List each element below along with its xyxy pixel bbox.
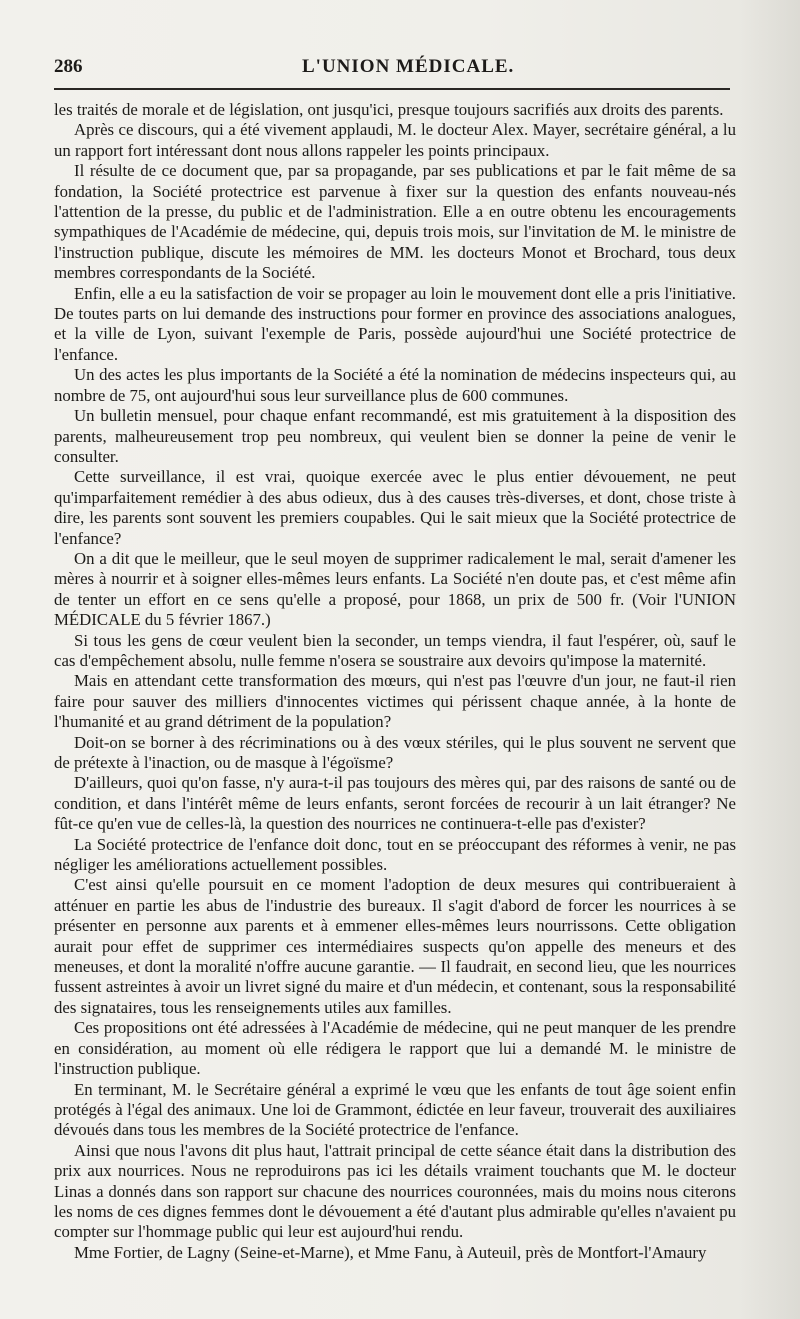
page-edge-shadow xyxy=(740,0,800,1319)
paragraph: Doit-on se borner à des récriminations ou à des vœux stériles, qui le plus souvent ne servent que de prétexte à l'inaction, ou de masque à l'égoïsme? xyxy=(54,732,736,772)
paragraph: les traités de morale et de législation, ont jusqu'ici, presque toujours sacrifiés aux droits des parents. xyxy=(54,100,724,119)
paragraph: Enfin, elle a eu la satisfaction de voir se propager au loin le mouvement dont elle a pris l'initiative. De toutes parts on lui demande des instructions pour former en province des associations analogues, et la ville de Lyon, suivant l'exemple de Paris, possède aujourd'hui une Société protectrice de l'enfance. xyxy=(54,283,736,364)
page-number: 286 xyxy=(54,56,83,77)
paragraph: Cette surveillance, il est vrai, quoique exercée avec le plus entier dévouement, ne peut qu'imparfaitement remédier à des abus odieux, dus à des causes très-diverses, et dont, chose triste à dire, les parents sont souvent les premiers coupables. Qui le sait mieux que la Société protectrice de l'enfance? xyxy=(54,467,736,548)
paragraph: On a dit que le meilleur, que le seul moyen de supprimer radicalement le mal, serait d'amener les mères à nourrir et à soigner elles-mêmes leurs enfants. La Société n'en doute pas, et c'est même afin de tenter un effort en ce sens qu'elle a proposé, pour 1868, un prix de 500 fr. (Voir l'UNION MÉDICALE du 5 février 1867.) xyxy=(54,548,736,630)
paragraph: En terminant, M. le Secrétaire général a exprimé le vœu que les enfants de tout âge soient enfin protégés à l'égal des animaux. Une loi de Grammont, édictée en leur faveur, trouverait des auxiliaires dévoués dans tous les membres de la Société protectrice de l'enfance. xyxy=(54,1079,736,1140)
paragraph: Après ce discours, qui a été vivement applaudi, M. le docteur Alex. Mayer, secrétaire général, a lu un rapport fort intéressant dont nous allons rappeler les points principaux. xyxy=(54,120,736,160)
paragraph: Un des actes les plus importants de la Société a été la nomination de médecins inspecteurs qui, au nombre de 75, ont aujourd'hui sous leur surveillance plus de 600 communes. xyxy=(54,365,736,405)
paragraph: Ces propositions ont été adressées à l'Académie de médecine, qui ne peut manquer de les prendre en considération, au moment où elle rédigera le rapport que lui a demandé M. le ministre de l'instruction publique. xyxy=(54,1018,736,1079)
page-header xyxy=(54,56,730,84)
paragraph: Un bulletin mensuel, pour chaque enfant recommandé, est mis gratuitement à la disposition des parents, malheureusement trop peu nombreux, qui veulent bien se donner la peine de venir le consulter. xyxy=(54,406,736,466)
running-title: L'UNION MÉDICALE. xyxy=(302,56,515,77)
paragraph: Si tous les gens de cœur veulent bien la seconder, un temps viendra, il faut l'espérer, où, sauf le cas d'empêchement absolu, nulle femme n'osera se soustraire aux devoirs qu'impose la maternité. xyxy=(54,630,736,670)
body-text xyxy=(54,100,736,1263)
paragraph: Mme Fortier, de Lagny (Seine-et-Marne), et Mme Fanu, à Auteuil, près de Montfort-l'Amaury xyxy=(74,1242,707,1262)
header-rule xyxy=(54,88,730,90)
paragraph: Mais en attendant cette transformation des mœurs, qui n'est pas l'œuvre d'un jour, ne faut-il rien faire pour sauver des milliers d'innocentes victimes qui périssent chaque année, à la honte de l'humanité et au grand détriment de la population? xyxy=(54,671,736,732)
paragraph: Il résulte de ce document que, par sa propagande, par ses publications et par le fait même de sa fondation, la Société protectrice est parvenue à fixer sur la question des enfants nouveau-nés l'attention de la presse, du public et de l'administration. Elle a en outre obtenu les encouragements sympathiques de l'Académie de médecine, qui, depuis trois mois, sur l'invitation de M. le ministre de l'instruction publique, discute les mémoires de MM. les docteurs Monot et Brochard, tous deux membres correspondants de la Société. xyxy=(54,161,736,283)
paragraph: La Société protectrice de l'enfance doit donc, tout en se préoccupant des réformes à venir, ne pas négliger les améliorations actuellement possibles. xyxy=(54,834,736,875)
paragraph: C'est ainsi qu'elle poursuit en ce moment l'adoption de deux mesures qui contribueraient à atténuer en partie les abus de l'industrie des bureaux. Il s'agit d'abord de forcer les nourrices à se présenter en personne aux parents et à emmener elles-mêmes leurs nourrissons. Cette obligation aurait pour effet de supprimer ces intermédiaires suspects qu'on appelle des meneurs et des meneuses, et dont la moralité n'offre aucune garantie. — Il faudrait, en second lieu, que les nourrices fussent astreintes à avoir un livret signé du maire et d'un médecin, et contenant, sous la responsabilité des signataires, tous les renseignements utiles aux familles. xyxy=(54,875,736,1017)
paragraph: D'ailleurs, quoi qu'on fasse, n'y aura-t-il pas toujours des mères qui, par des raisons de santé ou de condition, et dans l'intérêt même de leurs enfants, seront forcées de recourir à un lait étranger? Ne fût-ce qu'en vue de celles-là, la question des nourrices ne continuera-t-elle pas d'exister? xyxy=(54,773,736,834)
paragraph: Ainsi que nous l'avons dit plus haut, l'attrait principal de cette séance était dans la distribution des prix aux nourrices. Nous ne reproduirons pas ici les détails vraiment touchants que M. le docteur Linas a donnés dans son rapport sur chacune des nourrices couronnées, mais du moins nous citerons les noms de ces dignes femmes dont le dévouement a été d'autant plus admirable qu'elles n'avaient pu compter sur l'hommage public qui leur est aujourd'hui rendu. xyxy=(54,1140,736,1242)
